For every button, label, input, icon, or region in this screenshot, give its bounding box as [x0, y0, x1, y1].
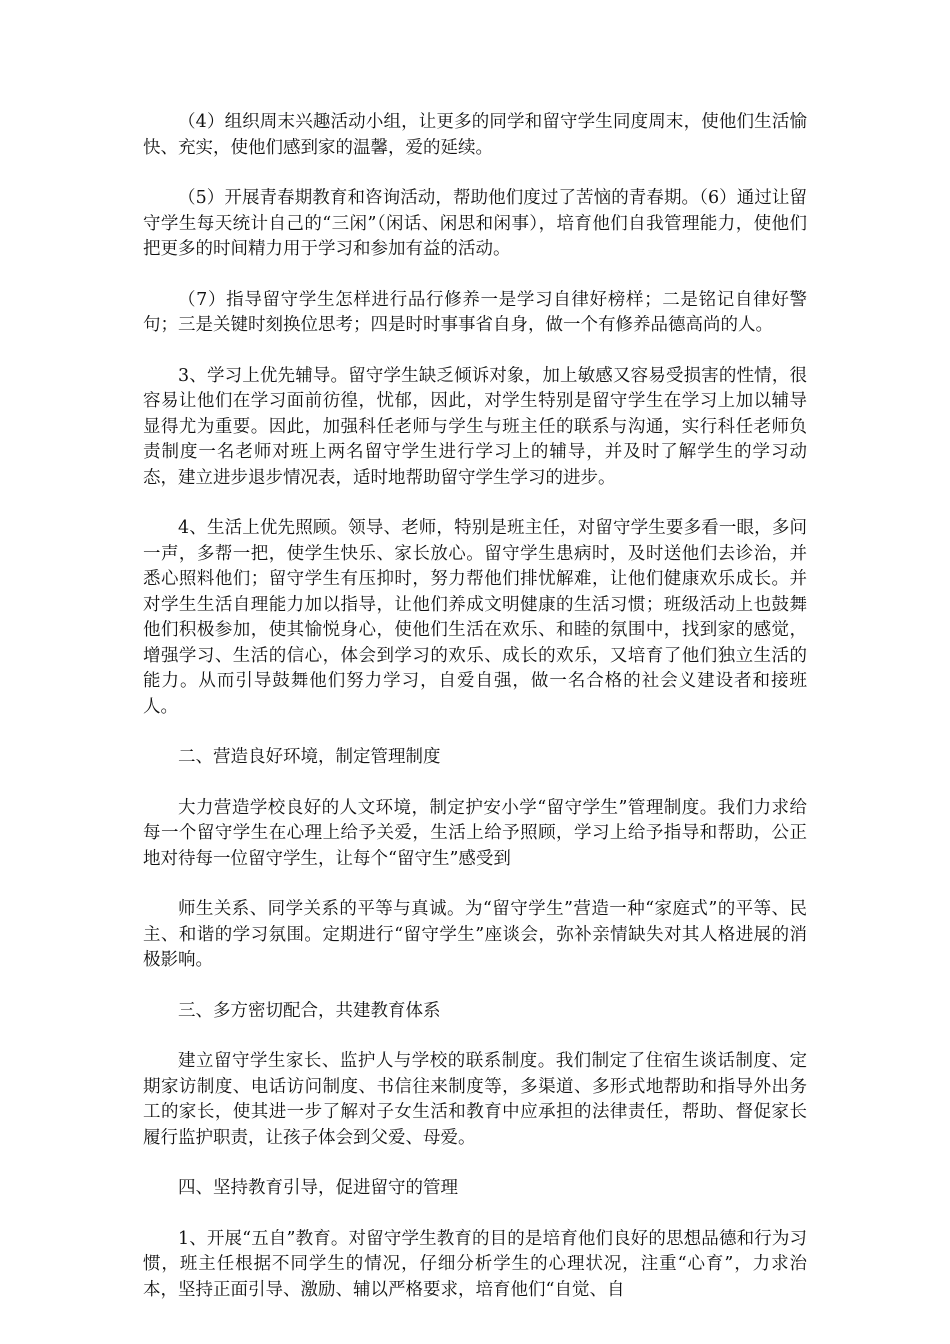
- paragraph-item-5-6: （5）开展青春期教育和咨询活动，帮助他们度过了苦恼的青春期。（6）通过让留守学生每天统计自己的“三闲”（闲话、闲思和闲事），培育他们自我管理能力，使他们把更多的时间精力用于学习和参加有益的活动。: [143, 188, 807, 259]
- paragraph-environment: 大力营造学校良好的人文环境，制定护安小学“留守学生”管理制度。我们力求给每一个留守学生在心理上给予关爱，生活上给予照顾，学习上给予指导和帮助，公正地对待每一位留守学生，让每个“留守生”感受到: [143, 797, 807, 869]
- paragraph-study-support: 3、学习上优先辅导。留守学生缺乏倾诉对象，加上敏感又容易受损害的性情，很容易让他们在学习面前彷徨，忧郁，因此，对学生特别是留守学生在学习上加以辅导显得尤为重要。因此，加强科任老师与学生与班主任的联系与沟通，实行科任老师负责制度一名老师对班上两名留守学生进行学习上的辅导，并及时了解学生的学习动态，建立进步退步情况表，适时地帮助留守学生学习的进步。: [143, 365, 807, 488]
- section-heading-guidance: 四、坚持教育引导，促进留守的管理: [178, 1178, 458, 1198]
- paragraph-relationships: 师生关系、同学关系的平等与真诚。为“留守学生”营造一种“家庭式”的平等、民主、和谐的学习氛围。定期进行“留守学生”座谈会，弥补亲情缺失对其人格进展的消极影响。: [143, 899, 807, 970]
- paragraph-item-7: （7）指导留守学生怎样进行品行修养一是学习自律好榜样；二是铭记自律好警句；三是关键时刻换位思考；四是时时事事省自身，做一个有修养品德高尚的人。: [143, 289, 807, 335]
- paragraph-item-4: （4）组织周末兴趣活动小组，让更多的同学和留守学生同度周末，使他们生活愉快、充实，使他们感到家的温馨，爱的延续。: [143, 112, 807, 158]
- paragraph-cooperation: 建立留守学生家长、监护人与学校的联系制度。我们制定了住宿生谈话制度、定期家访制度、电话访问制度、书信往来制度等，多渠道、多形式地帮助和指导外出务工的家长，使其进一步了解对子女生活和教育中应承担的法律责任，帮助、督促家长履行监护职责，让孩子体会到父爱、母爱。: [143, 1051, 807, 1148]
- paragraph-five-self-education: 1、开展“五自”教育。对留守学生教育的目的是培育他们良好的思想品德和行为习惯，班主任根据不同学生的情况，仔细分析学生的心理状况，注重“心育”，力求治本，坚持正面引导、激励、辅以严格要求，培育他们“自觉、自: [143, 1228, 807, 1300]
- paragraph-life-care: 4、生活上优先照顾。领导、老师，特别是班主任，对留守学生要多看一眼，多问一声，多帮一把，使学生快乐、家长放心。留守学生患病时，及时送他们去诊治，并悉心照料他们；留守学生有压抑时，努力帮他们排忧解难，让他们健康欢乐成长。并对学生生活自理能力加以指导，让他们养成文明健康的生活习惯；班级活动上也鼓舞他们积极参加，使其愉悦身心，使他们生活在欢乐、和睦的氛围中，找到家的感觉，增强学习、生活的信心，体会到学习的欢乐、成长的欢乐，又培育了他们独立生活的能力。从而引导鼓舞他们努力学习，自爱自强，做一名合格的社会义建设者和接班人。: [143, 518, 807, 717]
- section-heading-environment: 二、营造良好环境，制定管理制度: [178, 747, 441, 767]
- section-heading-cooperation: 三、多方密切配合，共建教育体系: [178, 1000, 441, 1021]
- document-body: [143, 110, 807, 1328]
